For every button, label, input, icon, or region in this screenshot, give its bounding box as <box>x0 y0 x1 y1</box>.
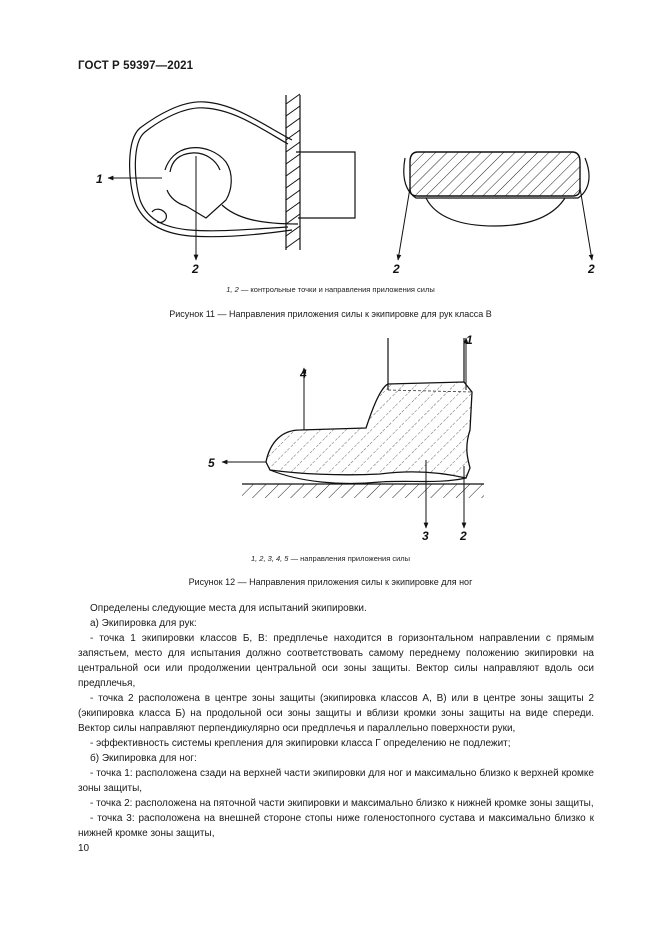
paragraph: Определены следующие места для испытаний экипировки. <box>90 603 367 614</box>
figure-11-drawing <box>0 90 661 280</box>
figure-11-legend <box>0 285 661 294</box>
paragraph: - точка 3: расположена на внешней стороне стопы ниже голеностопного сустава и максимально близко к нижней кромке зоны защиты, <box>78 813 594 839</box>
document-header: ГОСТ Р 59397—2021 <box>78 60 194 72</box>
fig11-label-2c: 2 <box>588 262 595 276</box>
fig11-label-2b: 2 <box>393 262 400 276</box>
fig11-label-2a: 2 <box>192 262 199 276</box>
paragraph: - точка 2: расположена на пяточной части экипировки и максимально близко к нижней кромке зоны защиты, <box>90 798 594 809</box>
figure-12-legend <box>0 554 661 563</box>
fig12-legend-nums: 1, 2, 3, 4, 5 <box>250 554 289 563</box>
fig11-legend-nums: 1, 2 <box>226 285 239 294</box>
fig12-label-5: 5 <box>208 456 215 470</box>
fig12-label-1: 1 <box>466 333 473 347</box>
cross-section <box>404 152 589 226</box>
body-text <box>78 601 594 841</box>
fig11-label-1: 1 <box>96 172 103 186</box>
paragraph: б) Экипировка для ног: <box>90 753 197 764</box>
figure-12-drawing <box>0 330 661 545</box>
figure-11-caption: Рисунок 11 — Направления приложения силы к экипировке для рук класса В <box>169 309 492 319</box>
fig12-legend-text: — направления приложения силы <box>288 554 411 563</box>
paragraph: - точка 1: расположена сзади на верхней части экипировки для ног и максимально близко к верхней кромке зоны защиты, <box>78 768 594 794</box>
wall <box>286 94 300 250</box>
paragraph: - точка 1 экипировки классов Б, В: предплечье находится в горизонтальном направлении с прямым запястьем, место для испытания должно соответствовать самому переднему положению экипировки на центральной оси или продолжении центральной оси зоны защиты. Вектор силы направляют вдоль оси предплечья, <box>78 633 594 689</box>
fig12-label-2: 2 <box>460 529 467 543</box>
paragraph: а) Экипировка для рук: <box>90 618 197 629</box>
boot <box>266 382 472 478</box>
page-number: 10 <box>78 843 90 854</box>
paragraph: - эффективность системы крепления для экипировки класса Г определению не подлежит; <box>90 738 511 749</box>
figure-12-caption: Рисунок 12 — Направления приложения силы к экипировке для ног <box>188 577 473 587</box>
hand-glove <box>130 102 355 237</box>
fig12-label-3: 3 <box>422 529 429 543</box>
paragraph: - точка 2 расположена в центре зоны защиты (экипировка классов А, В) или в центре зоны защиты 2 (экипировка класса Б) на продольной оси зоны защиты и вблизи кромки зоны защиты на виде спереди. Вектор силы направляют перпендикулярно оси предплечья и параллельно поверхности руки, <box>78 693 594 734</box>
ground <box>242 484 484 498</box>
fig12-label-4: 4 <box>300 367 307 381</box>
fig11-legend-text: — контрольные точки и направления приложения силы <box>238 285 435 294</box>
